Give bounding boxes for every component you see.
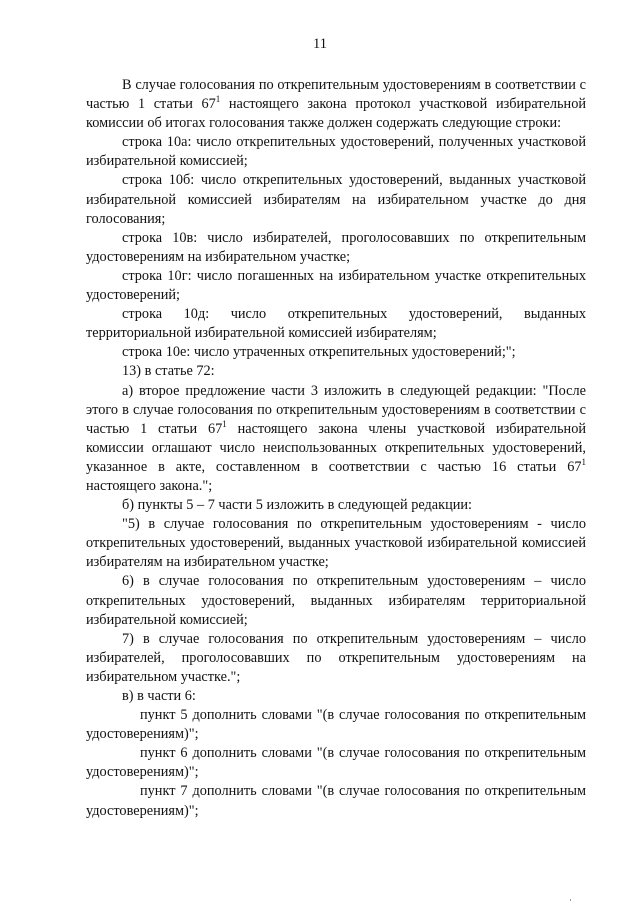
paragraph-p4 <box>86 229 586 267</box>
paragraph-p9 <box>86 382 586 497</box>
paragraph-p6 <box>86 305 586 343</box>
paragraph-p12 <box>86 572 586 629</box>
paragraph-text: строка 10а: число открепительных удостоверений, полученных участковой избирательной комиссией; <box>86 134 586 170</box>
paragraph-text: строка 10е: число утраченных открепительных удостоверений;"; <box>122 344 516 361</box>
paragraph-p7 <box>86 343 586 362</box>
paragraph-text: строка 10в: число избирателей, проголосовавших по открепительным удостоверениям на избирательном участке; <box>86 229 586 265</box>
paragraph-p10 <box>86 496 586 515</box>
paragraph-text: пункт 6 дополнить словами "(в случае голосования по открепительным удостоверениям)"; <box>86 745 586 781</box>
paragraph-text: б) пункты 5 – 7 части 5 изложить в следующей редакции: <box>122 497 473 514</box>
paragraph-p17 <box>86 782 586 820</box>
paragraph-p5 <box>86 267 586 305</box>
paragraph-text: настоящего закона."; <box>86 477 213 494</box>
paragraph-text: настоящего закона протокол участковой избирательной комиссии об итогах голосования также должен содержать следующие строки: <box>86 96 586 132</box>
paragraph-p11 <box>86 515 586 572</box>
paragraph-text: строка 10д: число открепительных удостоверений, выданных территориальной избирательной комиссией избирателям; <box>86 306 586 342</box>
paragraph-p2 <box>86 133 586 171</box>
scan-mark <box>570 899 571 901</box>
paragraph-text: а) второе предложение части 3 изложить в следующей редакции: "После этого в случае голосования по открепительным удостоверениям в соответствии с частью 1 статьи 67 <box>86 382 586 437</box>
document-body <box>86 76 586 821</box>
paragraph-p1 <box>86 76 586 133</box>
paragraph-text: в) в части 6: <box>122 688 196 704</box>
superscript: 1 <box>215 94 221 105</box>
superscript: 1 <box>581 456 586 467</box>
paragraph-text: 7) в случае голосования по открепительным удостоверениям – число избирателей, проголосовавших по открепительным удостоверениям на избирательном участке."; <box>86 630 586 685</box>
paragraph-text: В случае голосования по открепительным удостоверениям в соответствии с частью 1 статьи 67 <box>86 77 586 113</box>
superscript: 1 <box>222 418 227 429</box>
paragraph-text: настоящего закона члены участковой избирательной комиссии оглашают число неиспользованных открепительных удостоверений, указанное в акте, составленном в соответствии с частью 16 статьи 67 <box>86 420 586 475</box>
paragraph-p13 <box>86 630 586 687</box>
paragraph-text: "5) в случае голосования по открепительным удостоверениям - число открепительных удостоверений, выданных участковой избирательной комиссией избирателям на избирательном участке; <box>86 516 586 571</box>
page-number: 11 <box>313 36 327 52</box>
paragraph-text: 13) в статье 72: <box>122 363 215 380</box>
paragraph-text: строка 10г: число погашенных на избирательном участке открепительных удостоверений; <box>86 267 586 304</box>
paragraph-text: 6) в случае голосования по открепительным удостоверениям – число открепительных удостоверений, выданных избирателям территориальной избирательной комиссией; <box>86 573 586 628</box>
paragraph-text: пункт 5 дополнить словами "(в случае голосования по открепительным удостоверениям)"; <box>86 707 586 743</box>
paragraph-text: строка 10б: число открепительных удостоверений, выданных участковой избирательной комиссией избирателям на избирательном участке до дня голосования; <box>86 172 586 227</box>
paragraph-p14 <box>86 687 586 706</box>
paragraph-p8 <box>86 362 586 381</box>
paragraph-p16 <box>86 744 586 782</box>
paragraph-text: пункт 7 дополнить словами "(в случае голосования по открепительным удостоверениям)"; <box>86 783 586 819</box>
paragraph-p3 <box>86 171 586 228</box>
paragraph-p15 <box>86 706 586 744</box>
